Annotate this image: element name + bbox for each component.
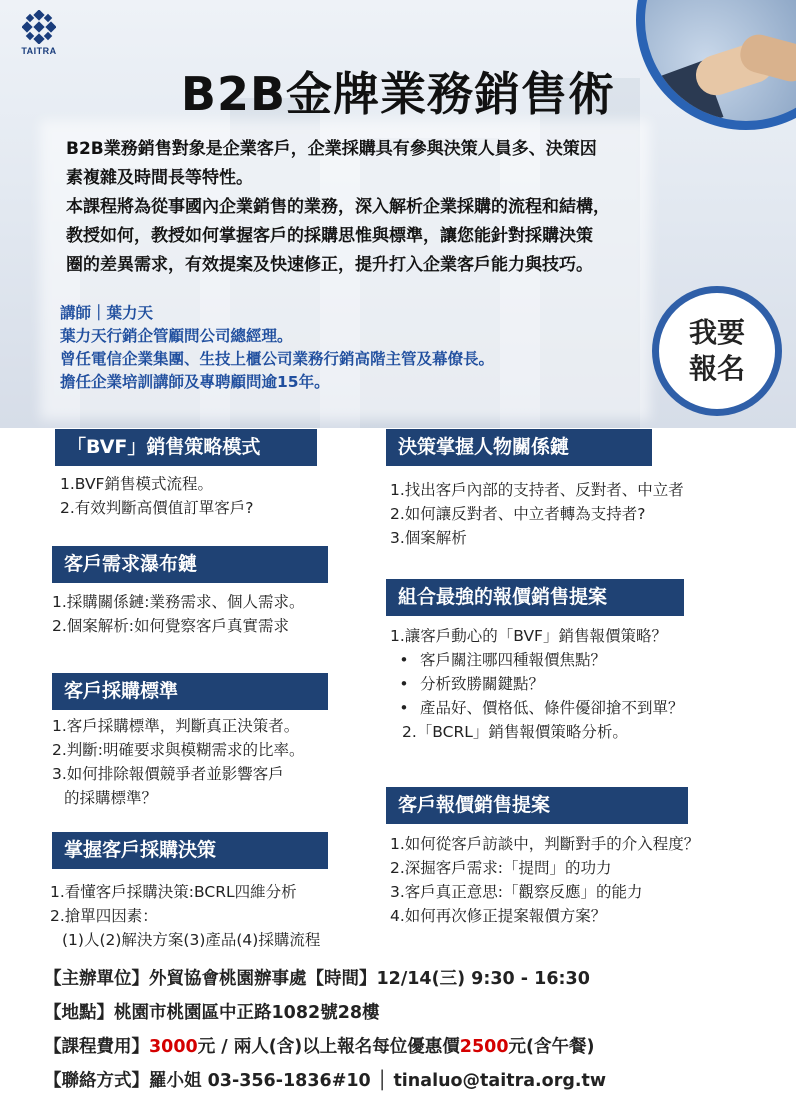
list-item: 3.如何排除報價競爭者並影響客戶: [52, 765, 284, 783]
fee-discount: 2500: [459, 1037, 509, 1057]
section-body-persons: [390, 478, 684, 550]
intro-line: 素複雜及時間長等特性。: [66, 168, 253, 188]
section-header-proposal: 客戶報價銷售提案: [386, 787, 688, 824]
fee-text: 元 / 兩人(含)以上報名每位優惠價: [197, 1037, 460, 1057]
list-item: 3.客戶真正意思:「觀察反應」的能力: [390, 883, 643, 901]
lecturer-line: 擔任企業培訓講師及專聘顧問逾15年。: [60, 373, 330, 391]
bullet-item: [390, 672, 684, 696]
fee-text: 元(含午餐): [508, 1037, 595, 1057]
signup-label: 我要: [688, 316, 745, 349]
contact-line: [44, 1064, 784, 1098]
bullet-icon: •: [399, 675, 409, 693]
time-label: 【時間】: [306, 969, 377, 989]
list-item: 1.讓客戶動心的「BVF」銷售報價策略？: [390, 627, 667, 645]
list-item: 1.找出客戶內部的支持者、反對者、中立者: [390, 481, 684, 499]
section-header-decision: 掌握客戶採購決策: [52, 832, 328, 869]
lecturer-info: [60, 302, 660, 394]
list-item: 1.如何從客戶訪談中，判斷對手的介入程度？: [390, 835, 700, 853]
list-item: (1)人(2)解決方案(3)產品(4)採購流程: [62, 931, 321, 949]
section-body-standard: [52, 714, 305, 810]
contact-value[interactable]: 羅小姐 03-356-1836#10 │ tinaluo@taitra.org.tw: [149, 1071, 607, 1091]
lecturer-line: 講師｜葉力天: [60, 304, 154, 322]
fee-label: 【課程費用】: [44, 1037, 149, 1057]
list-item: 2.「BCRL」銷售報價策略分析。: [402, 723, 628, 741]
list-item: 1.客戶採購標準，判斷真正決策者。: [52, 717, 300, 735]
section-body-quote: [390, 624, 684, 744]
bullet-text: 分析致勝關鍵點？: [420, 675, 545, 693]
signup-button[interactable]: [652, 286, 782, 416]
section-body-decision: [50, 880, 320, 952]
section-header-waterfall: 客戶需求瀑布鏈: [52, 546, 328, 583]
fee-line: [44, 1030, 784, 1064]
bullet-item: [390, 696, 684, 720]
section-body-proposal: [390, 832, 699, 928]
bullet-icon: •: [399, 651, 409, 669]
section-body-waterfall: [52, 590, 305, 638]
section-body-bvf: [60, 472, 254, 520]
list-item: 1.看懂客戶採購決策:BCRL四維分析: [50, 883, 297, 901]
list-item: 的採購標準？: [64, 789, 158, 807]
list-item: 2.個案解析:如何覺察客戶真實需求: [52, 617, 290, 635]
event-details: [44, 962, 784, 1098]
bullet-text: 產品好、價格低、條件優卻搶不到單？: [420, 699, 684, 717]
intro-paragraph: [66, 135, 756, 280]
organizer-label: 【主辦單位】: [44, 969, 149, 989]
list-item: 2.有效判斷高價值訂單客戶?: [60, 499, 254, 517]
taitra-logo-icon: [22, 10, 56, 44]
contact-label: 【聯絡方式】: [44, 1071, 149, 1091]
list-item: 1.採購關係鏈:業務需求、個人需求。: [52, 593, 305, 611]
section-header-standard: 客戶採購標準: [52, 673, 328, 710]
intro-line: 教授如何，教授如何掌握客戶的採購思惟與標準，讓您能針對採購決策: [66, 226, 593, 246]
venue-value: 桃園市桃園區中正路1082號28樓: [114, 1003, 380, 1023]
list-item: 1.BVF銷售模式流程。: [60, 475, 213, 493]
lecturer-line: 曾任電信企業集團、生技上櫃公司業務行銷高階主管及幕僚長。: [60, 350, 495, 368]
bullet-icon: •: [399, 699, 409, 717]
section-header-persons: 決策掌握人物關係鏈: [386, 429, 652, 466]
fee-price: 3000: [149, 1037, 198, 1057]
organizer-time-line: [44, 962, 784, 996]
time-value: 12/14(三) 9:30 - 16:30: [376, 969, 590, 989]
intro-line: B2B業務銷售對象是企業客戶，企業採購具有參與決策人員多、決策因: [66, 139, 597, 159]
list-item: 2.深掘客戶需求:「提問」的功力: [390, 859, 612, 877]
list-item: 2.判斷:明確要求與模糊需求的比率。: [52, 741, 305, 759]
section-header-bvf: 「BVF」銷售策略模式: [55, 429, 317, 466]
taitra-logo: [14, 10, 64, 56]
list-item: 2.搶單四因素：: [50, 907, 158, 925]
signup-label: 報名: [688, 352, 745, 385]
list-item: 2.如何讓反對者、中立者轉為支持者?: [390, 505, 646, 523]
organizer-value: 外貿協會桃園辦事處: [149, 969, 307, 989]
logo-text: TAITRA: [21, 46, 57, 56]
section-header-quote: 組合最強的報價銷售提案: [386, 579, 684, 616]
intro-line: 本課程將為從事國內企業銷售的業務，深入解析企業採購的流程和結構，: [66, 197, 610, 217]
list-item: 4.如何再次修正提案報價方案？: [390, 907, 607, 925]
list-item: 3.個案解析: [390, 529, 467, 547]
intro-line: 圈的差異需求，有效提案及快速修正，提升打入企業客戶能力與技巧。: [66, 255, 593, 275]
venue-label: 【地點】: [44, 1003, 114, 1023]
bullet-text: 客戶關注哪四種報價焦點？: [420, 651, 607, 669]
venue-line: [44, 996, 784, 1030]
lecturer-line: 葉力天行銷企管顧問公司總經理。: [60, 327, 293, 345]
bullet-item: [390, 648, 684, 672]
page-title: B2B金牌業務銷售術: [180, 67, 616, 121]
